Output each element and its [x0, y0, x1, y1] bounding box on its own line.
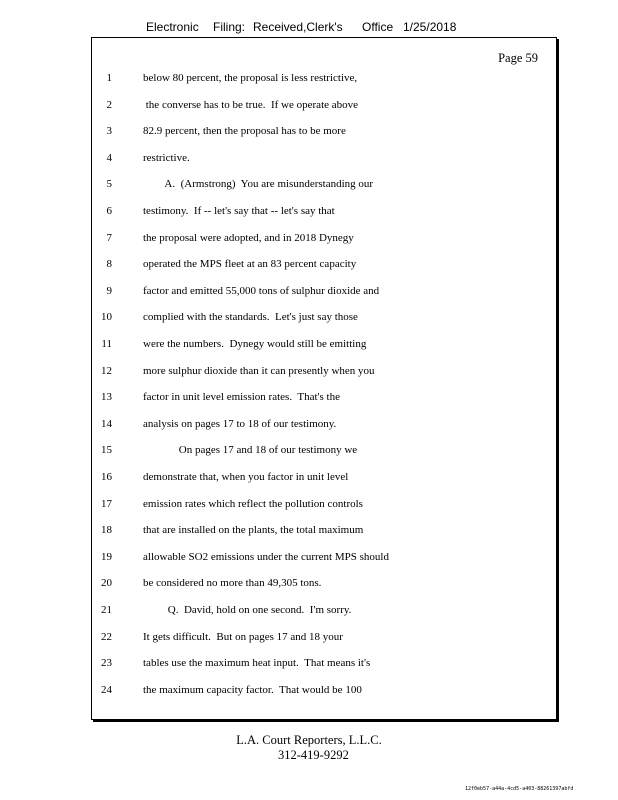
line-text: the proposal were adopted, and in 2018 Dynegy — [143, 231, 354, 244]
line-text: factor and emitted 55,000 tons of sulphur dioxide and — [143, 284, 380, 297]
line-number: 1 — [106, 72, 112, 84]
line-number: 21 — [101, 604, 112, 616]
transcript-line — [92, 418, 558, 438]
line-text: Q. David, hold on one second. I'm sorry. — [143, 604, 352, 616]
line-number: 5 — [106, 178, 112, 191]
transcript-line — [92, 232, 558, 252]
transcript-line — [92, 285, 558, 305]
transcript-line — [92, 72, 558, 92]
line-number: 11 — [101, 338, 112, 350]
transcript-line — [92, 311, 558, 331]
court-reporter-phone: 312-419-9292 — [278, 748, 349, 762]
transcript-line — [92, 524, 558, 544]
transcript-line — [92, 205, 558, 225]
line-number: 9 — [106, 284, 112, 297]
line-text: allowable SO2 emissions under the current MPS should — [143, 550, 389, 563]
line-number: 2 — [106, 98, 112, 111]
filing-stamp-header — [0, 20, 618, 36]
line-text: A. (Armstrong) You are misunderstanding our — [143, 178, 374, 191]
transcript-line — [92, 444, 558, 464]
line-text: factor in unit level emission rates. That's the — [143, 391, 340, 404]
line-text: On pages 17 and 18 of our testimony we — [143, 444, 358, 457]
court-reporter-name: L.A. Court Reporters, L.L.C. — [236, 733, 382, 747]
line-number: 7 — [106, 231, 112, 244]
line-text: 82.9 percent, then the proposal has to be more — [143, 125, 346, 138]
line-number: 15 — [101, 444, 112, 457]
transcript-line — [92, 684, 558, 704]
transcript-line — [92, 338, 558, 358]
line-text: that are installed on the plants, the total maximum — [143, 524, 364, 537]
line-number: 6 — [106, 205, 112, 217]
transcript-line — [92, 471, 558, 491]
transcript-line — [92, 99, 558, 119]
line-number: 24 — [101, 683, 112, 696]
filing-header-word-2: Filing: — [213, 20, 246, 34]
line-text: be considered no more than 49,305 tons. — [143, 577, 322, 590]
line-text: restrictive. — [143, 151, 190, 164]
page-number: Page 59 — [498, 51, 538, 65]
transcript-line — [92, 125, 558, 145]
line-text: the maximum capacity factor. That would be 100 — [143, 683, 362, 696]
transcript-line — [92, 577, 558, 597]
line-text: It gets difficult. But on pages 17 and 18 your — [143, 630, 343, 643]
line-number: 14 — [101, 417, 112, 430]
line-number: 3 — [106, 125, 112, 138]
line-number: 4 — [106, 151, 112, 164]
transcript-line — [92, 657, 558, 677]
line-text: tables use the maximum heat input. That means it's — [143, 657, 371, 670]
line-number: 13 — [101, 391, 112, 404]
line-text: the converse has to be true. If we operate above — [143, 98, 359, 111]
transcript-line — [92, 604, 558, 624]
line-number: 8 — [106, 258, 112, 271]
line-number: 19 — [101, 550, 112, 563]
transcript-line — [92, 631, 558, 651]
transcript-line — [92, 152, 558, 172]
transcript-line — [92, 178, 558, 198]
transcript-line — [92, 258, 558, 278]
line-number: 22 — [101, 630, 112, 643]
line-number: 17 — [101, 497, 112, 510]
transcript-line — [92, 391, 558, 411]
line-text: emission rates which reflect the pollution controls — [143, 497, 363, 510]
line-text: operated the MPS fleet at an 83 percent capacity — [143, 258, 357, 271]
line-number: 16 — [101, 471, 112, 483]
line-number: 18 — [101, 524, 112, 537]
line-number: 10 — [101, 311, 112, 324]
line-text: testimony. If -- let's say that -- let's say that — [143, 205, 335, 217]
line-text: below 80 percent, the proposal is less restrictive, — [143, 72, 358, 84]
line-number: 12 — [101, 364, 112, 377]
line-text: were the numbers. Dynegy would still be emitting — [143, 338, 367, 350]
filing-header-word-1: Electronic — [146, 20, 199, 34]
line-text: more sulphur dioxide than it can presently when you — [143, 364, 375, 377]
line-text: demonstrate that, when you factor in unit level — [143, 471, 349, 483]
filing-header-word-3: Received,Clerk's — [253, 20, 343, 34]
line-text: analysis on pages 17 to 18 of our testimony. — [143, 417, 337, 430]
transcript-page — [91, 37, 557, 720]
transcript-line — [92, 365, 558, 385]
line-number: 23 — [101, 657, 112, 670]
document-id: 12f0eb57-a44a-4cd5-a403-88261397abfd — [465, 786, 574, 792]
transcript-line — [92, 551, 558, 571]
transcript-line — [92, 498, 558, 518]
line-text: complied with the standards. Let's just say those — [143, 311, 358, 324]
filing-header-word-4: Office — [362, 20, 394, 34]
filing-header-date: 1/25/2018 — [403, 20, 457, 34]
line-number: 20 — [101, 577, 112, 590]
